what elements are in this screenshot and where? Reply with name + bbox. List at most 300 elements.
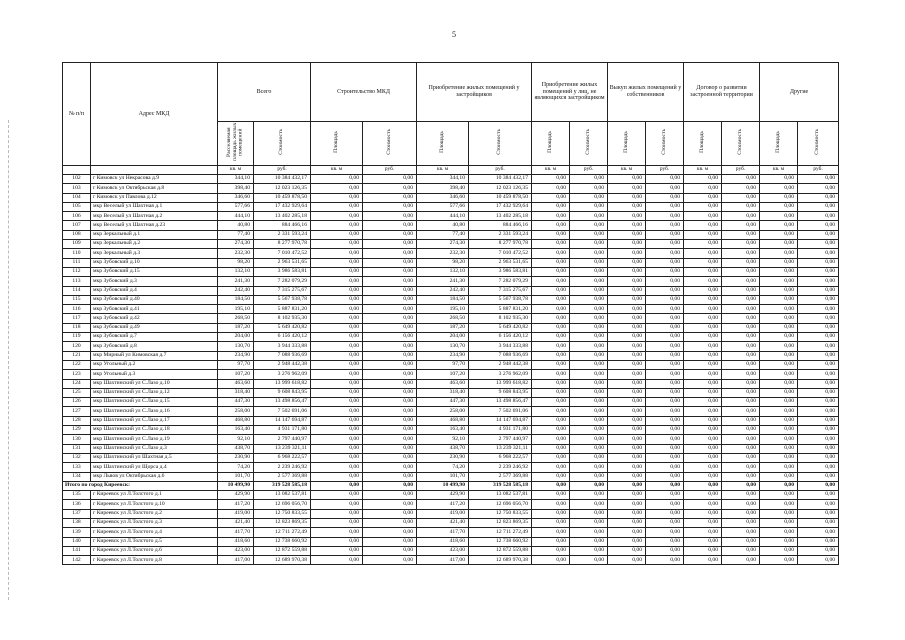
row-construction-cost: 0,00 <box>363 240 417 249</box>
row-construction-area: 0,00 <box>311 546 363 555</box>
row-address: г Киреевск ул Л.Толстого д.8 <box>91 556 218 565</box>
row-zero-cost: 0,00 <box>798 184 839 193</box>
subheader-label: Площадь <box>698 131 705 154</box>
row-number: 139 <box>63 528 91 537</box>
row-zero-area: 0,00 <box>608 537 646 546</box>
subheader-cost <box>363 122 417 166</box>
row-zero-area: 0,00 <box>760 286 798 295</box>
row-zero-area: 0,00 <box>532 184 570 193</box>
row-construction-cost: 0,00 <box>363 426 417 435</box>
table-row <box>63 556 839 565</box>
row-construction-area: 0,00 <box>311 481 363 490</box>
row-total-area: 242,40 <box>218 286 254 295</box>
row-zero-cost: 0,00 <box>570 286 608 295</box>
table-row <box>63 360 839 369</box>
row-zero-cost: 0,00 <box>646 230 684 239</box>
row-purchase-cost: 884 466,16 <box>469 221 532 230</box>
row-address: мкр Угольный д.3 <box>91 370 218 379</box>
row-total-cost: 12 689 970,38 <box>254 556 311 565</box>
row-purchase-area: 187,20 <box>417 323 469 332</box>
row-purchase-area: 74,20 <box>417 463 469 472</box>
row-zero-area: 0,00 <box>760 249 798 258</box>
row-zero-area: 0,00 <box>532 426 570 435</box>
row-number: 121 <box>63 351 91 360</box>
row-total-cost: 3 986 583,81 <box>254 267 311 276</box>
row-number: 127 <box>63 407 91 416</box>
row-zero-area: 0,00 <box>684 212 722 221</box>
row-zero-area: 0,00 <box>532 175 570 184</box>
row-zero-cost: 0,00 <box>798 193 839 202</box>
row-zero-area: 0,00 <box>532 463 570 472</box>
row-address: г Киреевск ул Л.Толстого д.10 <box>91 500 218 509</box>
row-address: мкр Львов ул Октябрьская д.6 <box>91 472 218 481</box>
row-zero-area: 0,00 <box>684 286 722 295</box>
row-purchase-area: 274,30 <box>417 240 469 249</box>
row-purchase-area: 230,90 <box>417 453 469 462</box>
row-zero-area: 0,00 <box>760 351 798 360</box>
row-zero-cost: 0,00 <box>798 398 839 407</box>
row-number: 124 <box>63 379 91 388</box>
table-row <box>63 295 839 304</box>
row-address: г Киреевск ул Л.Толстого д.5 <box>91 537 218 546</box>
subheader-cost <box>469 122 532 166</box>
row-zero-area: 0,00 <box>760 333 798 342</box>
row-zero-area: 0,00 <box>684 472 722 481</box>
row-purchase-cost: 2 239 246,92 <box>469 463 532 472</box>
row-purchase-area: 163,40 <box>417 426 469 435</box>
row-zero-area: 0,00 <box>532 323 570 332</box>
row-zero-cost: 0,00 <box>722 295 760 304</box>
row-purchase-area: 463,60 <box>417 379 469 388</box>
row-zero-cost: 0,00 <box>646 240 684 249</box>
row-zero-area: 0,00 <box>684 370 722 379</box>
table-row <box>63 277 839 286</box>
row-zero-area: 0,00 <box>532 509 570 518</box>
row-zero-area: 0,00 <box>760 370 798 379</box>
row-zero-cost: 0,00 <box>798 295 839 304</box>
row-zero-area: 0,00 <box>760 193 798 202</box>
table-row <box>63 267 839 276</box>
row-total-cost: 7 282 079,29 <box>254 277 311 286</box>
row-zero-area: 0,00 <box>608 453 646 462</box>
row-total-area: 419,00 <box>218 509 254 518</box>
row-construction-area: 0,00 <box>311 509 363 518</box>
row-zero-area: 0,00 <box>532 407 570 416</box>
subheader-cost <box>254 122 311 166</box>
row-zero-area: 0,00 <box>608 323 646 332</box>
row-zero-cost: 0,00 <box>570 314 608 323</box>
row-zero-area: 0,00 <box>608 295 646 304</box>
row-construction-area: 0,00 <box>311 426 363 435</box>
row-zero-cost: 0,00 <box>722 556 760 565</box>
row-total-area: 204,00 <box>218 333 254 342</box>
subheader-label: Стоимость <box>660 129 667 156</box>
row-zero-cost: 0,00 <box>722 221 760 230</box>
row-zero-cost: 0,00 <box>722 230 760 239</box>
row-address: мкр Зубовский д.15 <box>91 267 218 276</box>
row-total-cost: 5 567 938,78 <box>254 295 311 304</box>
row-zero-cost: 0,00 <box>798 240 839 249</box>
row-address: мкр Шахтинский ул С.Лазо д.17 <box>91 416 218 425</box>
row-zero-area: 0,00 <box>760 556 798 565</box>
row-zero-cost: 0,00 <box>646 258 684 267</box>
row-zero-area: 0,00 <box>608 267 646 276</box>
row-zero-area: 0,00 <box>684 351 722 360</box>
row-total-cost: 13 498 856,47 <box>254 398 311 407</box>
row-zero-cost: 0,00 <box>570 491 608 500</box>
row-zero-cost: 0,00 <box>722 379 760 388</box>
row-address: мкр Шахтинский ул С.Лазо д.19 <box>91 435 218 444</box>
row-purchase-area: 97,70 <box>417 360 469 369</box>
row-number: 111 <box>63 258 91 267</box>
row-number: 140 <box>63 537 91 546</box>
row-zero-cost: 0,00 <box>646 202 684 211</box>
row-total-cost: 17 432 929,64 <box>254 202 311 211</box>
row-purchase-cost: 8 277 970,78 <box>469 240 532 249</box>
row-total-cost: 13 239 321,11 <box>254 444 311 453</box>
row-purchase-area: 132,10 <box>417 267 469 276</box>
row-zero-cost: 0,00 <box>798 323 839 332</box>
subheader-label: Стоимость <box>385 129 392 156</box>
row-zero-cost: 0,00 <box>570 518 608 527</box>
row-zero-cost: 0,00 <box>798 435 839 444</box>
row-purchase-area: 417,00 <box>417 556 469 565</box>
subheader-label: Площадь <box>774 131 781 154</box>
row-construction-area: 0,00 <box>311 518 363 527</box>
row-zero-cost: 0,00 <box>570 426 608 435</box>
row-number: 115 <box>63 295 91 304</box>
row-zero-area: 0,00 <box>608 416 646 425</box>
row-zero-area: 0,00 <box>532 528 570 537</box>
row-zero-cost: 0,00 <box>570 379 608 388</box>
header-address: Адрес МКД <box>91 63 218 166</box>
row-zero-area: 0,00 <box>684 463 722 472</box>
row-number: 133 <box>63 463 91 472</box>
row-construction-area: 0,00 <box>311 175 363 184</box>
row-zero-area: 0,00 <box>760 277 798 286</box>
row-zero-area: 0,00 <box>684 537 722 546</box>
row-total-cost: 7 088 936,69 <box>254 351 311 360</box>
row-zero-cost: 0,00 <box>722 193 760 202</box>
row-construction-cost: 0,00 <box>363 491 417 500</box>
row-address: мкр Зубовский д.3 <box>91 277 218 286</box>
table-row <box>63 202 839 211</box>
unit-area: кв. м <box>311 166 363 175</box>
row-zero-area: 0,00 <box>760 212 798 221</box>
unit-cost: руб. <box>646 166 684 175</box>
row-construction-area: 0,00 <box>311 388 363 397</box>
row-zero-area: 0,00 <box>532 351 570 360</box>
row-purchase-cost: 10 384 432,17 <box>469 175 532 184</box>
row-zero-cost: 0,00 <box>570 202 608 211</box>
row-zero-area: 0,00 <box>608 360 646 369</box>
row-construction-cost: 0,00 <box>363 537 417 546</box>
table-row <box>63 518 839 527</box>
resettlement-table-wrapper <box>62 62 838 565</box>
row-total-area: 344,10 <box>218 175 254 184</box>
row-zero-area: 0,00 <box>532 453 570 462</box>
row-construction-area: 0,00 <box>311 398 363 407</box>
row-zero-cost: 0,00 <box>722 286 760 295</box>
unit-area: кв. м <box>218 166 254 175</box>
row-address: мкр Шахтинский ул С.Лазо д.12 <box>91 388 218 397</box>
row-zero-cost: 0,00 <box>570 463 608 472</box>
row-purchase-area: 346,60 <box>417 193 469 202</box>
row-zero-area: 0,00 <box>608 212 646 221</box>
row-zero-cost: 0,00 <box>798 314 839 323</box>
subheader-label: Стоимость <box>278 129 285 156</box>
row-zero-area: 0,00 <box>608 184 646 193</box>
row-zero-cost: 0,00 <box>570 267 608 276</box>
row-purchase-cost: 3 944 333,88 <box>469 342 532 351</box>
row-total-cost: 12 711 272,49 <box>254 528 311 537</box>
row-zero-area: 0,00 <box>532 314 570 323</box>
row-total-cost: 3 944 333,88 <box>254 342 311 351</box>
row-zero-cost: 0,00 <box>646 453 684 462</box>
row-number: 112 <box>63 267 91 276</box>
row-purchase-area: 195,10 <box>417 305 469 314</box>
row-purchase-cost: 12 738 660,92 <box>469 537 532 546</box>
row-address: мкр Шахтинский ул С.Лазо д.18 <box>91 426 218 435</box>
row-construction-cost: 0,00 <box>363 295 417 304</box>
subheader-area <box>218 122 254 166</box>
row-number: 116 <box>63 305 91 314</box>
row-zero-area: 0,00 <box>684 295 722 304</box>
row-number: 128 <box>63 416 91 425</box>
row-zero-area: 0,00 <box>532 277 570 286</box>
row-zero-cost: 0,00 <box>646 398 684 407</box>
row-number: 122 <box>63 360 91 369</box>
row-zero-cost: 0,00 <box>722 528 760 537</box>
row-zero-cost: 0,00 <box>646 370 684 379</box>
row-zero-area: 0,00 <box>760 230 798 239</box>
row-zero-area: 0,00 <box>532 472 570 481</box>
row-total-cost: 7 010 472,52 <box>254 249 311 258</box>
row-zero-cost: 0,00 <box>722 546 760 555</box>
row-number: 114 <box>63 286 91 295</box>
row-zero-area: 0,00 <box>760 398 798 407</box>
row-number: 136 <box>63 500 91 509</box>
row-zero-area: 0,00 <box>684 249 722 258</box>
row-total-area: 77,40 <box>218 230 254 239</box>
row-zero-area: 0,00 <box>532 193 570 202</box>
row-zero-area: 0,00 <box>532 221 570 230</box>
row-construction-cost: 0,00 <box>363 500 417 509</box>
row-zero-cost: 0,00 <box>646 416 684 425</box>
row-total-area: 230,90 <box>218 453 254 462</box>
row-zero-cost: 0,00 <box>798 416 839 425</box>
row-total-cost: 8 277 970,78 <box>254 240 311 249</box>
row-total-area: 234,90 <box>218 351 254 360</box>
row-address: мкр Шахтинский ул С.Лазо д.10 <box>91 379 218 388</box>
row-zero-cost: 0,00 <box>722 416 760 425</box>
row-zero-area: 0,00 <box>760 388 798 397</box>
row-zero-area: 0,00 <box>684 193 722 202</box>
row-total-area: 447,30 <box>218 398 254 407</box>
row-total-area: 101,70 <box>218 472 254 481</box>
row-construction-area: 0,00 <box>311 379 363 388</box>
table-row <box>63 230 839 239</box>
row-purchase-area: 92,10 <box>417 435 469 444</box>
subheader-cost <box>798 122 839 166</box>
row-zero-area: 0,00 <box>684 323 722 332</box>
row-total-area: 423,00 <box>218 546 254 555</box>
row-construction-cost: 0,00 <box>363 193 417 202</box>
table-row <box>63 314 839 323</box>
row-construction-cost: 0,00 <box>363 258 417 267</box>
row-total-cost: 7 502 691,06 <box>254 407 311 416</box>
row-total-cost: 9 608 843,95 <box>254 388 311 397</box>
row-zero-cost: 0,00 <box>798 370 839 379</box>
row-construction-cost: 0,00 <box>363 518 417 527</box>
row-number: 109 <box>63 240 91 249</box>
row-zero-cost: 0,00 <box>570 175 608 184</box>
row-number: 118 <box>63 323 91 332</box>
row-construction-area: 0,00 <box>311 463 363 472</box>
table-row <box>63 500 839 509</box>
row-zero-cost: 0,00 <box>646 221 684 230</box>
row-zero-area: 0,00 <box>532 286 570 295</box>
row-purchase-cost: 9 608 843,95 <box>469 388 532 397</box>
row-zero-area: 0,00 <box>532 295 570 304</box>
row-zero-area: 0,00 <box>684 518 722 527</box>
row-purchase-area: 101,70 <box>417 472 469 481</box>
row-zero-area: 0,00 <box>684 175 722 184</box>
row-zero-cost: 0,00 <box>798 491 839 500</box>
row-zero-area: 0,00 <box>684 258 722 267</box>
row-construction-cost: 0,00 <box>363 435 417 444</box>
subheader-area <box>760 122 798 166</box>
row-total-cost: 13 082 537,81 <box>254 491 311 500</box>
row-zero-area: 0,00 <box>532 305 570 314</box>
header-other: Другие <box>760 63 839 122</box>
row-zero-cost: 0,00 <box>570 435 608 444</box>
row-zero-area: 0,00 <box>532 379 570 388</box>
row-purchase-area: 242,40 <box>417 286 469 295</box>
row-zero-area: 0,00 <box>608 333 646 342</box>
row-zero-cost: 0,00 <box>798 407 839 416</box>
row-total-area: 74,20 <box>218 463 254 472</box>
row-zero-cost: 0,00 <box>646 379 684 388</box>
row-total-cost: 319 528 585,18 <box>254 481 311 490</box>
row-address: мкр Зубовский д.10 <box>91 258 218 267</box>
row-zero-cost: 0,00 <box>570 398 608 407</box>
row-construction-area: 0,00 <box>311 184 363 193</box>
row-zero-area: 0,00 <box>608 491 646 500</box>
row-zero-area: 0,00 <box>608 444 646 453</box>
row-zero-cost: 0,00 <box>798 453 839 462</box>
row-zero-cost: 0,00 <box>798 277 839 286</box>
row-purchase-area: 444,10 <box>417 212 469 221</box>
row-zero-area: 0,00 <box>684 314 722 323</box>
row-construction-area: 0,00 <box>311 407 363 416</box>
row-number: 141 <box>63 546 91 555</box>
row-construction-cost: 0,00 <box>363 370 417 379</box>
row-zero-cost: 0,00 <box>646 249 684 258</box>
row-zero-area: 0,00 <box>684 267 722 276</box>
subheader-label: Стоимость <box>736 129 743 156</box>
row-zero-cost: 0,00 <box>722 342 760 351</box>
row-total-cost: 5 649 420,82 <box>254 323 311 332</box>
row-number: 137 <box>63 509 91 518</box>
row-construction-cost: 0,00 <box>363 398 417 407</box>
row-zero-area: 0,00 <box>608 388 646 397</box>
row-zero-cost: 0,00 <box>722 453 760 462</box>
row-zero-area: 0,00 <box>760 407 798 416</box>
row-zero-cost: 0,00 <box>722 398 760 407</box>
row-zero-area: 0,00 <box>760 342 798 351</box>
row-number: 103 <box>63 184 91 193</box>
row-zero-cost: 0,00 <box>722 277 760 286</box>
row-purchase-cost: 12 689 970,38 <box>469 556 532 565</box>
row-zero-area: 0,00 <box>760 314 798 323</box>
row-zero-cost: 0,00 <box>646 314 684 323</box>
row-purchase-cost: 2 331 593,24 <box>469 230 532 239</box>
row-address: г Киреевск ул Л.Толстого д.3 <box>91 518 218 527</box>
row-total-cost: 12 750 833,55 <box>254 509 311 518</box>
row-number: 107 <box>63 221 91 230</box>
row-construction-area: 0,00 <box>311 556 363 565</box>
table-row <box>63 370 839 379</box>
row-zero-area: 0,00 <box>684 509 722 518</box>
row-zero-area: 0,00 <box>532 267 570 276</box>
row-zero-cost: 0,00 <box>646 426 684 435</box>
row-total-area: 468,80 <box>218 416 254 425</box>
row-construction-cost: 0,00 <box>363 360 417 369</box>
row-zero-cost: 0,00 <box>798 230 839 239</box>
table-row <box>63 444 839 453</box>
table-row <box>63 333 839 342</box>
unit-cost: руб. <box>722 166 760 175</box>
row-zero-area: 0,00 <box>608 351 646 360</box>
row-purchase-area: 204,00 <box>417 333 469 342</box>
row-address: мкр Зеркальный д.1 <box>91 230 218 239</box>
row-construction-area: 0,00 <box>311 416 363 425</box>
row-zero-area: 0,00 <box>684 240 722 249</box>
row-zero-cost: 0,00 <box>646 175 684 184</box>
row-total-cost: 12 023 126,35 <box>254 184 311 193</box>
row-purchase-area: 268,50 <box>417 314 469 323</box>
row-purchase-area: 130,70 <box>417 342 469 351</box>
row-zero-area: 0,00 <box>608 509 646 518</box>
row-zero-area: 0,00 <box>684 360 722 369</box>
unit-cost: руб. <box>254 166 311 175</box>
unit-area: кв. м <box>760 166 798 175</box>
row-zero-area: 0,00 <box>760 184 798 193</box>
row-zero-area: 0,00 <box>532 240 570 249</box>
row-zero-area: 0,00 <box>760 295 798 304</box>
row-purchase-area: 258,00 <box>417 407 469 416</box>
table-row <box>63 221 839 230</box>
row-address: мкр Зубовский д.42 <box>91 314 218 323</box>
row-purchase-area: 107,20 <box>417 370 469 379</box>
row-construction-area: 0,00 <box>311 267 363 276</box>
row-zero-cost: 0,00 <box>798 267 839 276</box>
row-zero-cost: 0,00 <box>722 509 760 518</box>
row-number: 119 <box>63 333 91 342</box>
row-zero-cost: 0,00 <box>798 360 839 369</box>
row-zero-cost: 0,00 <box>798 342 839 351</box>
row-zero-area: 0,00 <box>684 277 722 286</box>
row-zero-area: 0,00 <box>532 398 570 407</box>
row-zero-area: 0,00 <box>608 426 646 435</box>
row-zero-area: 0,00 <box>684 546 722 555</box>
row-zero-area: 0,00 <box>760 416 798 425</box>
row-purchase-area: 77,40 <box>417 230 469 239</box>
row-purchase-cost: 8 102 935,30 <box>469 314 532 323</box>
row-zero-cost: 0,00 <box>798 212 839 221</box>
row-zero-cost: 0,00 <box>646 305 684 314</box>
